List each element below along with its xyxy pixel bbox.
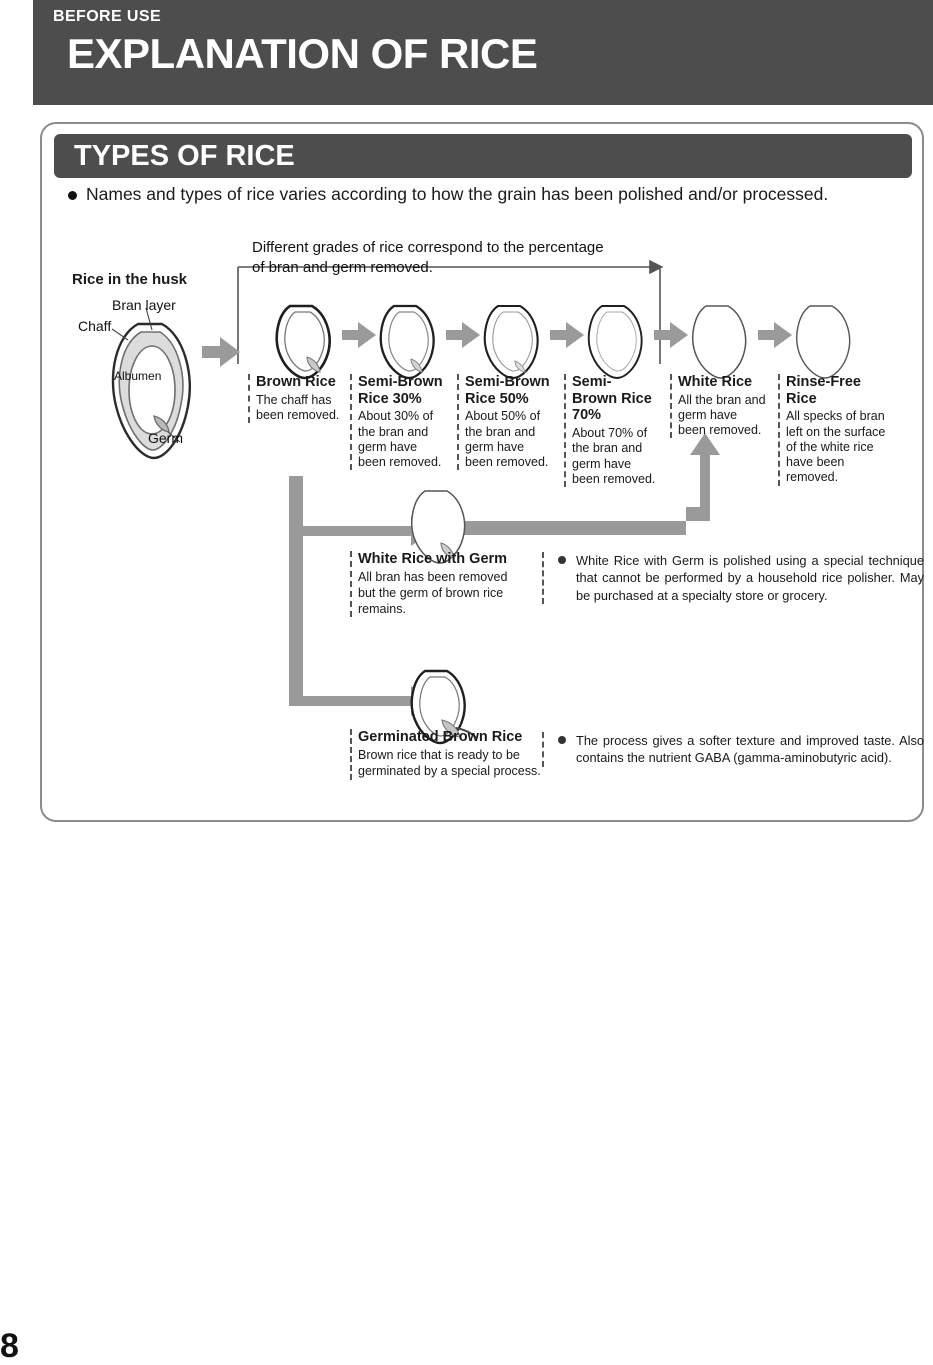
- section-title: TYPES OF RICE: [74, 140, 295, 172]
- grade-column-semi-brown-70: [564, 374, 656, 487]
- grade-desc: About 30% of the bran and germ have been removed.: [358, 409, 442, 470]
- subtype-desc: Brown rice that is ready to be germinated by a special process.: [358, 748, 541, 779]
- page-header: [33, 0, 933, 105]
- grade-title: Rinse-Free Rice: [786, 374, 861, 407]
- grade-desc: All the bran and germ have been removed.: [678, 392, 766, 438]
- rice-in-husk-title: Rice in the husk: [72, 271, 188, 288]
- page-title: EXPLANATION OF RICE: [67, 30, 538, 77]
- grade-column-semi-brown-50: [457, 374, 550, 470]
- grade-column-semi-brown-30: [350, 374, 443, 470]
- label-bran-layer: Bran layer: [112, 297, 176, 313]
- grade-caption: Different grades of rice correspond to the percentage of bran and germ removed.: [252, 239, 604, 276]
- grade-desc: All specks of bran left on the surface of the white rice have been removed.: [786, 409, 886, 485]
- grade-title: Brown Rice: [256, 374, 336, 390]
- page-number: 8: [0, 1327, 19, 1365]
- grade-title: Semi-Brown Rice 70%: [572, 374, 652, 424]
- grade-title: Semi-Brown Rice 50%: [465, 374, 550, 407]
- grade-desc: About 50% of the bran and germ have been removed.: [465, 409, 549, 470]
- note-germinated-brown-rice: [542, 732, 924, 767]
- subtype-title: White Rice with Germ: [358, 551, 508, 567]
- grain-row: [277, 306, 850, 378]
- subtype-desc: All bran has been removed but the germ of brown rice remains.: [358, 570, 508, 616]
- note-white-rice-with-germ: [542, 552, 924, 604]
- subtype-white-rice-with-germ: [350, 551, 528, 617]
- types-of-rice-panel: [40, 122, 924, 822]
- grade-column-brown-rice: [248, 374, 344, 423]
- label-chaff: Chaff: [78, 318, 112, 334]
- grade-column-rinse-free-rice: [778, 374, 890, 486]
- note-text: White Rice with Germ is polished using a special technique that cannot be performed by a household rice polisher. May be purchased at a specialty store or grocery.: [576, 553, 924, 603]
- rice-types-diagram: [42, 124, 926, 824]
- bullet-icon: [558, 736, 566, 744]
- arrow-husk-to-row: [202, 337, 240, 367]
- bullet-icon: [558, 556, 566, 564]
- grade-column-white-rice: [670, 374, 766, 438]
- section-intro-text: Names and types of rice varies according to how the grain has been polished and/or processed.: [86, 184, 829, 204]
- grade-desc: The chaff has been removed.: [256, 392, 340, 422]
- grade-title: Semi-Brown Rice 30%: [358, 374, 443, 407]
- label-germ: Germ: [148, 430, 183, 446]
- grade-desc: About 70% of the bran and germ have been removed.: [572, 426, 656, 486]
- note-text: The process gives a softer texture and improved taste. Also contains the nutrient GABA (gamma-aminobutyric acid).: [576, 733, 924, 766]
- label-albumen: Albumen: [114, 369, 162, 383]
- subtype-title: Germinated Brown Rice: [358, 729, 523, 745]
- grade-title: White Rice: [678, 374, 753, 390]
- header-kicker: BEFORE USE: [53, 8, 162, 25]
- subtype-germinated-brown-rice: [350, 729, 542, 780]
